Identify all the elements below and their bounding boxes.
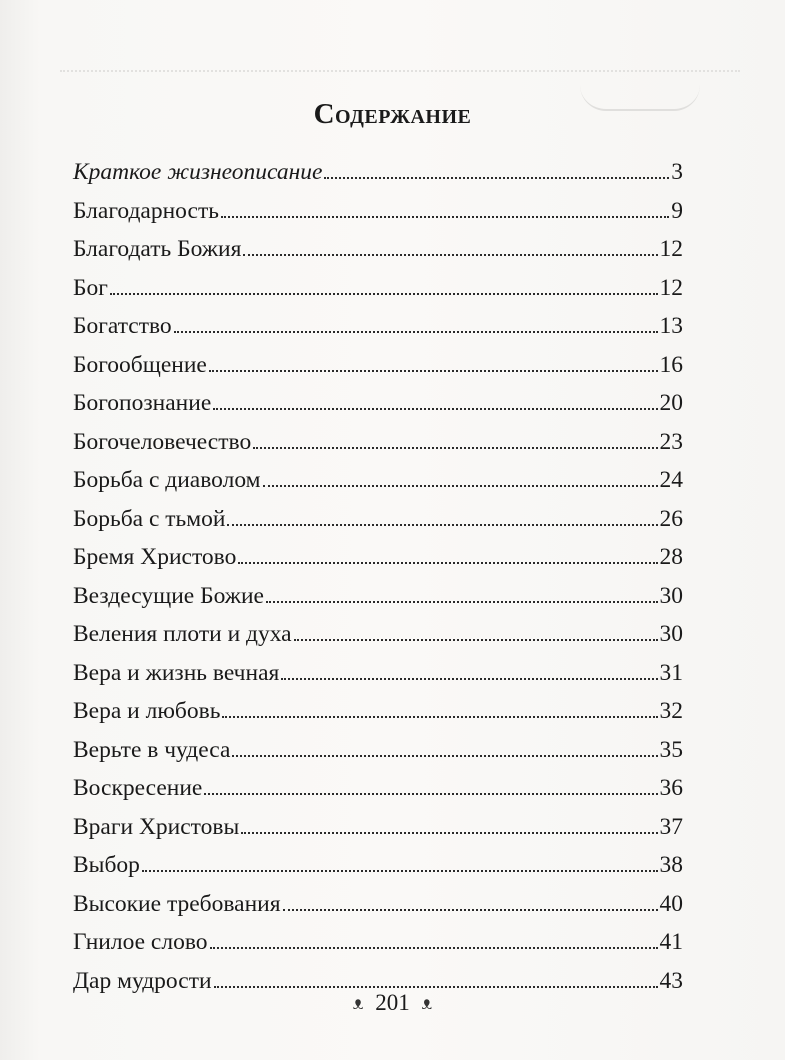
toc-entry-title: Дар мудрости (73, 967, 212, 994)
toc-entry (73, 192, 683, 231)
toc-entry (73, 230, 683, 269)
toc-entry-title: Богочеловечество (73, 428, 252, 455)
toc-entry-page: 12 (659, 274, 683, 301)
dot-leader (204, 793, 657, 795)
toc-entry (73, 538, 683, 577)
toc-entry-page: 20 (659, 390, 683, 416)
toc-entry-page: 40 (659, 890, 683, 917)
toc-entry-page: 28 (659, 544, 683, 570)
toc-entry (73, 731, 683, 770)
page-footer (0, 990, 785, 1016)
dot-leader (232, 755, 657, 757)
toc-entry-page: 41 (659, 929, 683, 955)
toc-entry-page: 30 (659, 621, 683, 647)
dot-leader (243, 254, 657, 256)
dot-leader (210, 947, 658, 949)
dot-leader (238, 562, 657, 564)
toc-entry-title: Богообщение (73, 351, 207, 378)
table-of-contents (73, 153, 683, 1000)
dot-leader (294, 639, 658, 641)
dot-leader (213, 408, 657, 410)
toc-entry-title: Воскресение (73, 775, 203, 801)
toc-entry-page: 38 (659, 852, 683, 878)
toc-entry-title: Краткое жизнеописание (73, 159, 323, 185)
toc-entry-title: Выбор (73, 852, 140, 878)
toc-entry-title: Бог (73, 274, 108, 301)
ornament-left-icon: ᴥ (352, 992, 364, 1014)
show-through-header (250, 30, 730, 90)
dot-leader (281, 678, 657, 680)
toc-entry-title: Враги Христовы (73, 813, 240, 840)
toc-entry-page: 32 (659, 698, 683, 724)
toc-entry-page: 16 (659, 351, 683, 378)
toc-entry-page: 36 (659, 775, 683, 801)
toc-entry-page: 35 (659, 736, 683, 763)
toc-entry (73, 923, 683, 962)
toc-entry-title: Бремя Христово (73, 544, 237, 570)
toc-entry-page: 9 (671, 197, 683, 224)
toc-entry-page: 31 (659, 659, 683, 686)
toc-entry (73, 346, 683, 385)
show-through-rule (60, 70, 740, 72)
dot-leader (263, 485, 658, 487)
toc-entry (73, 461, 683, 500)
dot-leader (253, 447, 657, 449)
ornament-right-icon: ᴥ (421, 992, 433, 1014)
toc-entry-page: 30 (659, 582, 683, 609)
toc-entry (73, 577, 683, 616)
toc-entry (73, 769, 683, 808)
toc-entry (73, 808, 683, 847)
dot-leader (324, 177, 669, 179)
toc-entry-page: 3 (671, 159, 683, 185)
toc-entry-title: Богатство (73, 313, 172, 339)
dot-leader (209, 370, 658, 372)
toc-entry (73, 885, 683, 924)
toc-entry-page: 26 (659, 505, 683, 532)
page-title: Содержание (313, 98, 472, 130)
toc-entry (73, 384, 683, 423)
toc-entry-title: Верьте в чудеса (73, 736, 231, 763)
toc-entry (73, 307, 683, 346)
toc-entry-title: Вездесущие Божие (73, 582, 264, 609)
toc-entry-page: 43 (659, 967, 683, 994)
toc-entry-page: 23 (659, 428, 683, 455)
toc-entry-title: Вера и любовь (73, 698, 221, 724)
toc-entry-title: Борьба с диаволом (73, 467, 261, 493)
dot-leader (227, 524, 657, 526)
dot-leader (214, 986, 658, 988)
toc-entry-title: Вера и жизнь вечная (73, 659, 280, 686)
toc-entry-page: 12 (659, 236, 683, 262)
toc-entry (73, 269, 683, 308)
toc-entry (73, 153, 683, 192)
toc-entry-title: Благодарность (73, 197, 219, 224)
dot-leader (266, 601, 658, 603)
dot-leader (222, 716, 657, 718)
toc-entry-title: Благодать Божия (73, 236, 242, 262)
dot-leader (142, 870, 658, 872)
toc-entry-page: 24 (659, 467, 683, 493)
dot-leader (283, 909, 658, 911)
toc-entry-page: 37 (659, 813, 683, 840)
toc-entry (73, 423, 683, 462)
dot-leader (241, 832, 657, 834)
dot-leader (110, 293, 658, 295)
toc-entry (73, 846, 683, 885)
toc-entry-title: Борьба с тьмой (73, 505, 226, 532)
toc-entry-page: 13 (659, 313, 683, 339)
dot-leader (174, 331, 658, 333)
toc-entry (73, 615, 683, 654)
toc-entry (73, 654, 683, 693)
toc-entry (73, 500, 683, 539)
toc-entry-title: Гнилое слово (73, 929, 208, 955)
toc-entry-title: Веления плоти и духа (73, 621, 292, 647)
toc-entry-title: Богопознание (73, 390, 212, 416)
dot-leader (221, 216, 669, 218)
page-number: 201 (375, 990, 410, 1015)
toc-entry-title: Высокие требования (73, 890, 281, 917)
toc-entry (73, 692, 683, 731)
